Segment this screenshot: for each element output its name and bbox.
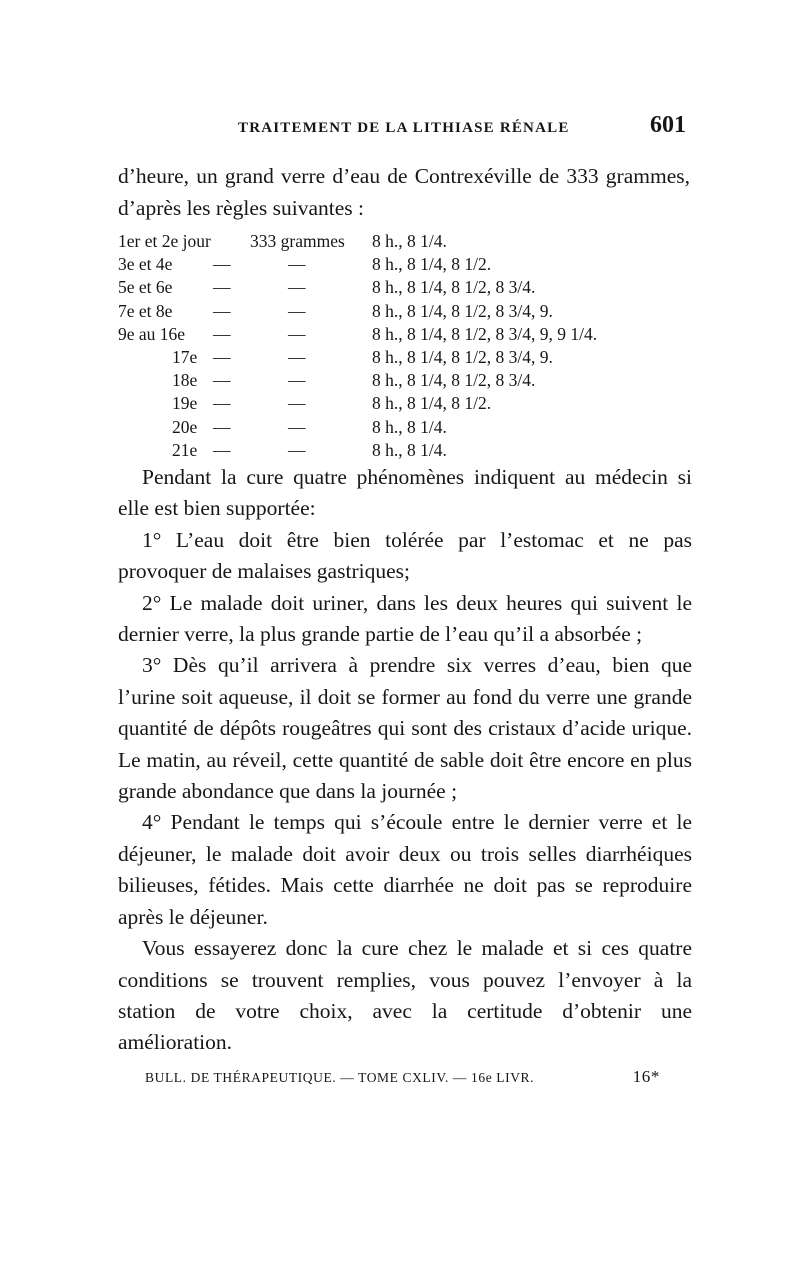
schedule-times: 8 h., 8 1/4, 8 1/2, 8 3/4. xyxy=(372,370,536,391)
schedule-times: 8 h., 8 1/4, 8 1/2, 8 3/4, 9, 9 1/4. xyxy=(372,323,598,344)
paragraph: Vous essayerez donc la cure chez le malade et si ces quatre conditions se trouvent remplies, vous pouvez l’envoyer à la station de votre choix, avec la certitude d’obtenir une amélioration. xyxy=(118,936,692,1055)
schedule-ditto: — xyxy=(288,323,306,344)
schedule-row xyxy=(118,230,698,253)
schedule-ditto: — xyxy=(213,439,231,460)
schedule-row xyxy=(118,276,698,299)
schedule-times: 8 h., 8 1/4. xyxy=(372,231,447,251)
schedule-times: 8 h., 8 1/4. xyxy=(372,416,447,437)
schedule-row xyxy=(118,253,698,276)
intro-text: d’heure, un grand verre d’eau de Contrexéville de 333 grammes, d’après les règles suivantes : xyxy=(118,164,690,220)
schedule-ditto: — xyxy=(288,277,306,298)
schedule-ditto: — xyxy=(213,254,231,275)
schedule-ditto: — xyxy=(213,323,231,344)
paragraph: 4° Pendant le temps qui s’écoule entre le dernier verre et le déjeuner, le malade doit avoir deux ou trois selles diarrhéiques bilieuses, fétides. Mais cette diarrhée ne doit pas se reproduire après le déjeuner. xyxy=(118,810,692,929)
schedule-times: 8 h., 8 1/4. xyxy=(372,439,447,460)
schedule-ditto: — xyxy=(213,300,231,321)
schedule-ditto: — xyxy=(288,393,306,414)
paragraph: 3° Dès qu’il arrivera à prendre six verres d’eau, bien que l’urine soit aqueuse, il doit se former au fond du verre une grande quantité de dépôts rougeâtres qui sont des cristaux d’acide urique. Le matin, au réveil, cette quantité de sable doit être encore en plus grande abondance que dans la journée ; xyxy=(118,653,692,804)
schedule-row xyxy=(118,392,698,415)
schedule-ditto: — xyxy=(288,346,306,367)
schedule-day: 1er et 2e jour xyxy=(118,231,211,251)
schedule-ditto: — xyxy=(288,370,306,391)
schedule-row xyxy=(118,416,698,439)
schedule-row xyxy=(118,323,698,346)
schedule-day: 7e et 8e xyxy=(118,300,173,321)
schedule-day: 17e xyxy=(172,346,198,367)
dosage-schedule xyxy=(118,230,698,462)
schedule-grammes: 333 grammes xyxy=(250,231,345,251)
paragraph: Pendant la cure quatre phénomènes indiquent au médecin si elle est bien supportée: xyxy=(118,465,692,521)
schedule-times: 8 h., 8 1/4, 8 1/2, 8 3/4, 9. xyxy=(372,346,553,367)
running-title: TRAITEMENT DE LA LITHIASE RÉNALE xyxy=(238,120,570,136)
schedule-row xyxy=(118,346,698,369)
page-footer xyxy=(145,1067,660,1086)
schedule-times: 8 h., 8 1/4, 8 1/2. xyxy=(372,393,492,414)
schedule-times: 8 h., 8 1/4, 8 1/2, 8 3/4. xyxy=(372,277,536,298)
schedule-day: 19e xyxy=(172,393,198,414)
schedule-times: 8 h., 8 1/4, 8 1/2. xyxy=(372,254,492,275)
body-text xyxy=(118,462,692,1059)
schedule-day: 21e xyxy=(172,439,198,460)
schedule-times: 8 h., 8 1/4, 8 1/2, 8 3/4, 9. xyxy=(372,300,553,321)
page-header xyxy=(120,112,690,146)
journal-reference: BULL. DE THÉRAPEUTIQUE. — TOME CXLIV. — 16e LIVR. xyxy=(145,1070,535,1085)
schedule-ditto: — xyxy=(213,416,231,437)
schedule-row xyxy=(118,369,698,392)
schedule-ditto: — xyxy=(213,370,231,391)
schedule-ditto: — xyxy=(288,254,306,275)
schedule-ditto: — xyxy=(288,439,306,460)
schedule-day: 18e xyxy=(172,370,198,391)
schedule-ditto: — xyxy=(288,300,306,321)
schedule-row xyxy=(118,439,698,462)
paragraph: 1° L’eau doit être bien tolérée par l’estomac et ne pas provoquer de malaises gastriques; xyxy=(118,527,692,584)
schedule-day: 3e et 4e xyxy=(118,254,173,275)
schedule-row xyxy=(118,300,698,323)
schedule-day: 20e xyxy=(172,416,198,437)
schedule-day: 9e au 16e xyxy=(118,323,186,344)
schedule-day: 5e et 6e xyxy=(118,277,173,298)
schedule-ditto: — xyxy=(213,277,231,298)
schedule-ditto: — xyxy=(213,346,231,367)
schedule-ditto: — xyxy=(213,393,231,414)
signature-mark: 16* xyxy=(632,1067,660,1086)
schedule-ditto: — xyxy=(288,416,306,437)
paragraph: 2° Le malade doit uriner, dans les deux heures qui suivent le dernier verre, la plus grande partie de l’eau qu’il a absorbée ; xyxy=(118,590,692,647)
page-number: 601 xyxy=(650,112,686,138)
